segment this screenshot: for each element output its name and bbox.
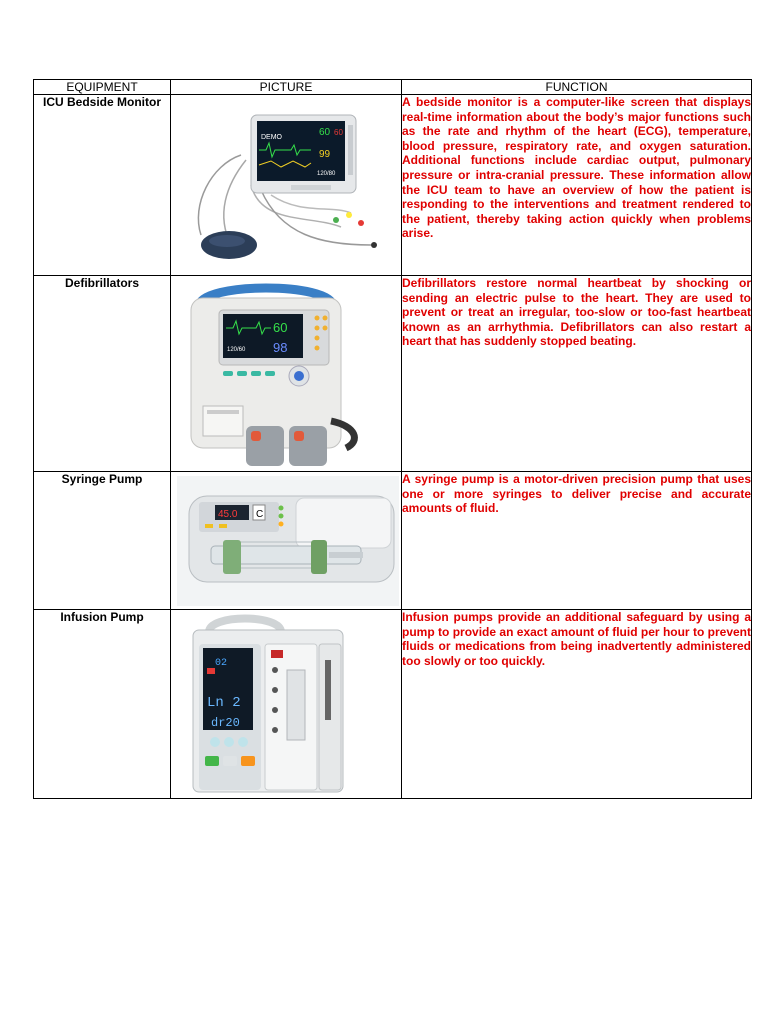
- equipment-function: A syringe pump is a motor-driven precision pump that uses one or more syringes to deliver precise and accurate amounts of fluid.: [402, 472, 752, 610]
- monitor-extra: 60: [334, 128, 343, 137]
- equipment-function: Infusion pumps provide an additional safeguard by using a pump to provide an exact amount of fluid per hour to prevent fluids or medications from being inadvertently administered too slowly or too quickly.: [402, 610, 752, 799]
- picture-cell: [171, 95, 402, 276]
- defib-hr: 60: [273, 320, 288, 335]
- defib-bp: 120/60: [227, 347, 246, 353]
- picture-cell: [171, 276, 402, 472]
- monitor-spo2: 99: [319, 149, 331, 160]
- syringe-rate: 45.0: [218, 509, 238, 520]
- infusion-line1: 02: [215, 658, 228, 669]
- picture-cell: [171, 472, 402, 610]
- syringe-unit: C: [256, 509, 264, 520]
- equipment-table: [33, 79, 752, 799]
- table-row: [34, 610, 752, 799]
- infusion-line2: Ln 2: [207, 695, 241, 711]
- defibrillator-image: [171, 276, 402, 471]
- infusion-pump-image: [171, 610, 402, 798]
- equipment-function: A bedside monitor is a computer-like screen that displays real-time information about the body’s major functions such as the rate and rhythm of the heart (ECG), temperature, blood pressure, respiratory rate, and oxygen saturation. Additional functions include cardiac output, pulmonary pressure or intra-cranial pressure. These information allow the ICU team to have an overview of how the patient is responding to the interventions and treatment rendered to the patient, thereby taking action quickly when problems arise.: [402, 95, 752, 276]
- monitor-brand: DEMO: [261, 134, 282, 141]
- equipment-name: ICU Bedside Monitor: [34, 95, 171, 276]
- table-header-row: [34, 80, 752, 95]
- equipment-name: Defibrillators: [34, 276, 171, 472]
- syringe-pump-image: [171, 472, 402, 609]
- table-row: [34, 276, 752, 472]
- infusion-line3: dr20: [211, 716, 240, 730]
- header-picture: PICTURE: [171, 80, 402, 95]
- defib-spo2: 98: [273, 340, 288, 355]
- equipment-function: Defibrillators restore normal heartbeat by shocking or sending an electric pulse to the heart. They are used to prevent or treat an irregular, too-slow or too-fast heartbeat known as an arrhythmia. Defibrillators can also restart a heart that has suddenly stopped beating.: [402, 276, 752, 472]
- bedside-monitor-image: [171, 95, 402, 275]
- monitor-bp: 120/80: [317, 171, 336, 177]
- table-row: [34, 472, 752, 610]
- equipment-name: Infusion Pump: [34, 610, 171, 799]
- table-row: [34, 95, 752, 276]
- equipment-name: Syringe Pump: [34, 472, 171, 610]
- monitor-hr: 60: [319, 127, 331, 138]
- header-function: FUNCTION: [402, 80, 752, 95]
- header-equipment: EQUIPMENT: [34, 80, 171, 95]
- picture-cell: [171, 610, 402, 799]
